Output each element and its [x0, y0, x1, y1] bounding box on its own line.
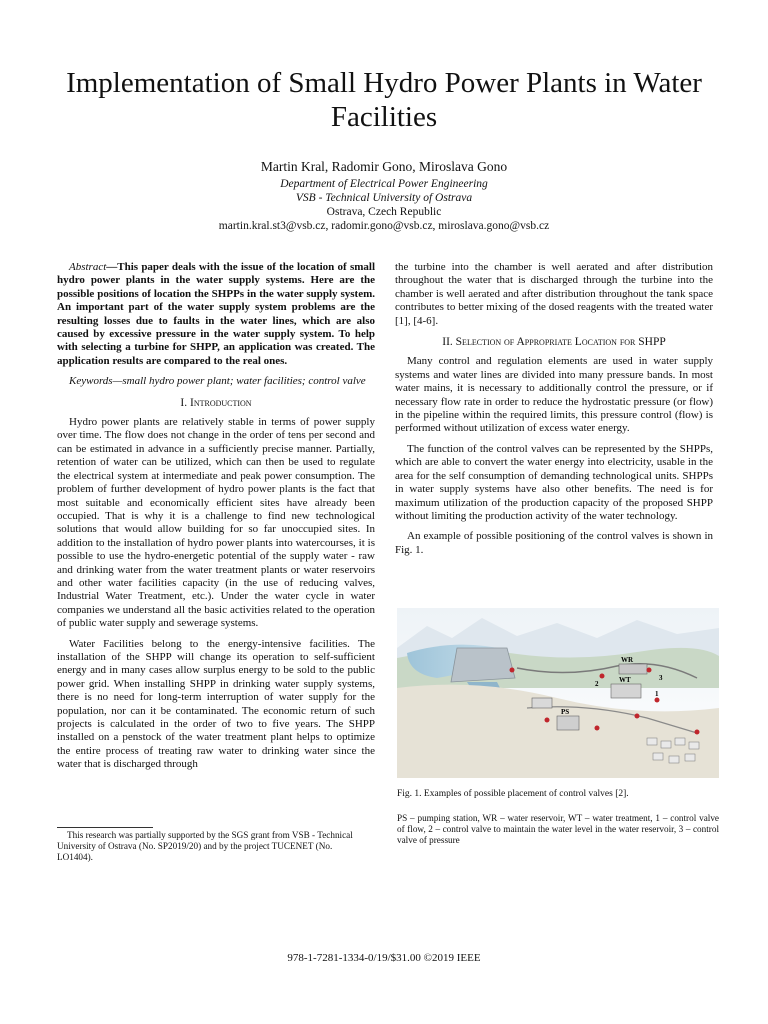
selection-paragraph-2: The function of the control valves can be represented by the SHPPs, which are able to convert the water energy into electricity, usable in the area for the self consumption of demanding technological units. SHPPs in water supply systems have also other benefits. The need is for maximum utilization of the production capacity of the proposed SHPP without limiting the production activity of the water technology. — [395, 442, 713, 522]
figure-water-system-illustration — [397, 608, 719, 778]
intro-paragraph-1: Hydro power plants are relatively stable in terms of power supply over time. The flow does not change in the order of tens per second and can be estimated in advance in a sufficiently precise manner. Partially, retention of water can be utilized, which can then be used to regulate the electrical system at intermediate and peak power consumption. The problem of further development of hydro power plants is the fact that most suitable and economically efficient sites have already been occupied. That is why it is a challenge to find new technological solutions that would allow building for so far unoccupied sites. In addition to the installation of hydro power plants into watercourses, it is possible to use the hydro-energetic potential of the supply water - raw and drinking water from the water treatment plants or water reservoirs and other water facilities capacity (in the use of reducing valves, Industrial Water Treatment, etc.). Under the water cycle in water companies we understand all the basic activities related to the operation of public water supply and sewerage systems. — [57, 416, 375, 630]
footnote: This research was partially supported by the SGS grant from VSB - Technical University of Ostrava (No. SP2019/20) and by the project TUCENET (No. LO1404). — [57, 830, 353, 862]
continued-paragraph: the turbine into the chamber is well aerated and after distribution throughout the water that is discharged through the turbine into the chamber is well aerated and after distribution throughout the tank space contributes to better mixing of the dosed reagents with the treated water [1], [4-6]. — [395, 261, 713, 327]
label-ps: PS — [561, 708, 570, 716]
water-reservoir-building — [619, 664, 647, 674]
left-column — [57, 261, 375, 772]
label-1: 1 — [655, 690, 659, 698]
emails: martin.kral.st3@vsb.cz, radomir.gono@vsb.cz, miroslava.gono@vsb.cz — [218, 220, 550, 232]
water-treatment-building — [611, 684, 641, 698]
water-system-drawing — [397, 608, 719, 778]
footnote-rule — [57, 827, 153, 828]
keywords-dash: — — [112, 375, 123, 388]
selection-paragraph-1: Many control and regulation elements are used in water supply systems and water lines are divided into many pressure bands. In most water mains, it is necessary to additionally control the pressure, or if necessary flow rate in order to reduce the hydrostatic pressure (or flow) in the pipeline within the required limits, this pressure control (flow) is performed without utilization of excess water energy. — [395, 355, 713, 435]
keywords — [57, 375, 375, 388]
dam — [451, 648, 515, 682]
building — [532, 698, 552, 708]
intro-paragraph-2: Water Facilities belong to the energy-intensive facilities. The installation of the SHPP will change its operation to self-sufficient energy and in many cases allow surplus energy to be sold to the public power grid. When installing SHPP in drinking water supply systems, there is no need for long-term interruption of water supply for the population, nor can it be contaminated. The economic return of such projects is calculated in the order of two to five years. The SHPP installed on a penstock of the water treatment plant helps to optimize the entire process of treating raw water to drinking water since the water that is discharged through — [57, 637, 375, 771]
keywords-label: Keywords — [69, 375, 113, 388]
figure-caption: Fig. 1. Examples of possible placement of control valves [2]. — [397, 789, 629, 799]
isbn-footer: 978-1-7281-1334-0/19/$31.00 ©2019 IEEE — [287, 952, 481, 964]
abstract — [57, 261, 375, 368]
section-heading-selection: II. Selection of Appropriate Location for SHPP — [442, 336, 666, 349]
abstract-dash: — — [106, 261, 118, 273]
city: Ostrava, Czech Republic — [326, 206, 442, 218]
selection-paragraph-3: An example of possible positioning of the control valves is shown in Fig. 1. — [395, 530, 713, 556]
label-wt: WT — [619, 676, 631, 684]
keywords-text: small hydro power plant; water facilities; control valve — [122, 375, 366, 388]
pumping-station-building — [557, 716, 579, 730]
right-column — [395, 261, 713, 557]
paper-title: Implementation of Small Hydro Power Plants in Water Facilities — [66, 67, 702, 133]
department: Department of Electrical Power Engineering — [280, 178, 488, 190]
label-2: 2 — [595, 680, 599, 688]
affiliation — [0, 177, 768, 233]
university: VSB - Technical University of Ostrava — [295, 192, 473, 204]
figure-legend: PS – pumping station, WR – water reservoir, WT – water treatment, 1 – control valve of flow, 2 – control valve to maintain the water level in the water reservoir, 3 – control valve of pressure — [397, 813, 719, 845]
label-3: 3 — [659, 674, 663, 682]
abstract-text: This paper deals with the issue of the location of small hydro power plants in the water supply systems. Here are the possible positions of location the SHPPs in the water supply system. An important part of the water supply system problems are the resulting losses due to faults in the water lines, which are also caused by excessive pressure in the water supply system. To help with selecting a turbine for SHPP, an application was created. The application results are compared to the real ones. — [57, 261, 375, 367]
section-heading-introduction: I. Introduction — [180, 396, 252, 409]
abstract-label: Abstract — [69, 261, 107, 273]
authors: Martin Kral, Radomir Gono, Miroslava Gono — [260, 159, 508, 174]
label-wr: WR — [621, 656, 634, 664]
